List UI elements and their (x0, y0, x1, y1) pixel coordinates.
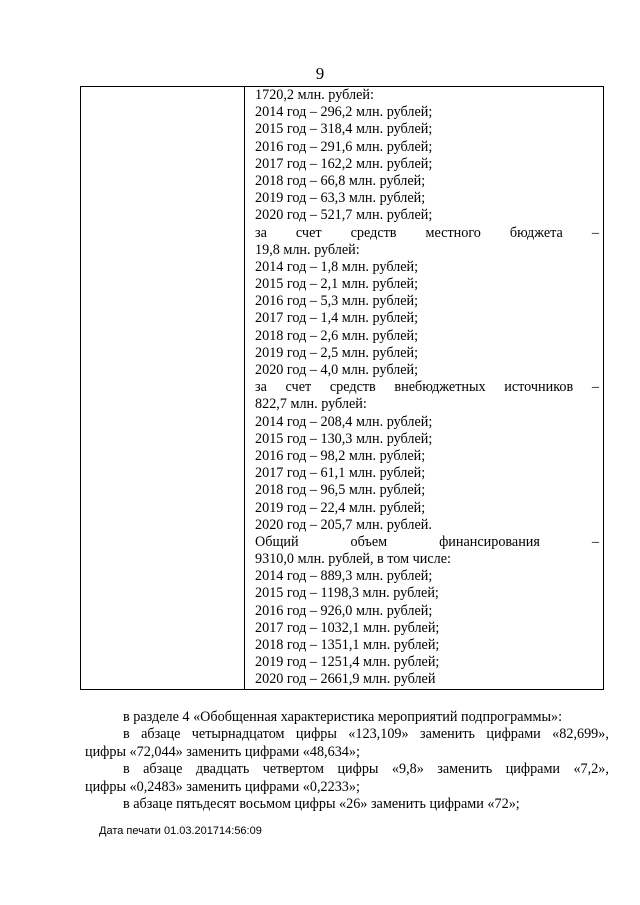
amendment-line: цифры «0,2483» заменить цифрами «0,2233»; (85, 778, 360, 795)
funding-line: 2018 год – 2,6 млн. рублей; (255, 327, 419, 344)
word: за (255, 379, 267, 396)
funding-line: 2016 год – 926,0 млн. рублей; (255, 602, 433, 619)
funding-line: 2017 год – 61,1 млн. рублей; (255, 465, 426, 482)
funding-line: 2015 год – 130,3 млн. рублей; (255, 430, 433, 447)
funding-line: 2018 год – 96,5 млн. рублей; (255, 482, 426, 499)
funding-line: 2018 год – 1351,1 млн. рублей; (255, 637, 440, 653)
amendment-line: цифры «72,044» заменить цифрами «48,634»; (85, 743, 360, 760)
funding-line: 2019 год – 1251,4 млн. рублей; (255, 654, 440, 671)
funding-line: 2014 год – 889,3 млн. рублей; (255, 568, 433, 585)
word: – (591, 533, 599, 550)
funding-line: 2017 год – 162,2 млн. рублей; (255, 155, 433, 172)
word: Общий (255, 533, 299, 550)
word: четвертом (262, 761, 325, 778)
funding-line: 2014 год – 208,4 млн. рублей; (255, 413, 433, 430)
word: «82,699», (552, 726, 609, 743)
funding-line: 9310,0 млн. рублей, в том числе: (255, 551, 451, 568)
funding-line: 2018 год – 66,8 млн. рублей; (255, 172, 426, 189)
funding-line: 2019 год – 22,4 млн. рублей; (255, 499, 426, 516)
word: абзаце (141, 726, 181, 743)
page-number: 9 (315, 64, 325, 83)
amendment-line: в абзаце пятьдесят восьмом цифры «26» заменить цифрами «72»; (123, 796, 520, 813)
funding-line: 822,7 млн. рублей: (255, 396, 367, 413)
word: четырнадцатом (191, 726, 285, 743)
funding-line: 2015 год – 2,1 млн. рублей; (255, 276, 419, 293)
word: в (123, 761, 130, 778)
word: – (591, 379, 599, 396)
funding-line: 2015 год – 318,4 млн. рублей; (255, 121, 433, 138)
column-divider (244, 87, 245, 689)
word: цифрами (486, 726, 541, 743)
word: финансирования (439, 533, 540, 550)
funding-line: 2016 год – 98,2 млн. рублей; (255, 447, 426, 464)
amendment-line (85, 761, 609, 778)
word: двадцать (195, 761, 250, 778)
funding-line: 2016 год – 291,6 млн. рублей; (255, 138, 433, 155)
word: счет (295, 224, 322, 241)
word: «123,109» (348, 726, 409, 743)
funding-line: 2016 год – 5,3 млн. рублей; (255, 293, 419, 310)
word: «7,2», (573, 761, 609, 778)
word: в (123, 726, 130, 743)
word: – (591, 224, 599, 241)
word: средств (329, 379, 376, 396)
word: источников (504, 379, 574, 396)
word: счет (285, 379, 312, 396)
funding-line: 2020 год – 521,7 млн. рублей; (255, 207, 433, 224)
funding-line: 2019 год – 2,5 млн. рублей; (255, 344, 419, 361)
funding-line: 2020 год – 2661,9 млн. рублей (255, 671, 436, 688)
print-date: Дата печати 01.03.201714:56:09 (99, 825, 262, 837)
word: цифры (337, 761, 379, 778)
word: объем (350, 533, 388, 550)
funding-line: 2017 год – 1,4 млн. рублей; (255, 310, 419, 327)
word: средств (350, 224, 397, 241)
word: цифрами (505, 761, 561, 778)
word: местного (425, 224, 481, 241)
funding-line: 2020 год – 205,7 млн. рублей. (255, 516, 432, 533)
word: абзаце (143, 761, 183, 778)
word: заменить (419, 726, 476, 743)
funding-line: 19,8 млн. рублей: (255, 241, 360, 258)
word: цифры (295, 726, 337, 743)
funding-heading-line (255, 225, 599, 242)
word: «9,8» (391, 761, 424, 778)
funding-heading-line (255, 534, 599, 551)
funding-heading-line (255, 379, 599, 396)
funding-line: 2014 год – 296,2 млн. рублей; (255, 104, 433, 121)
funding-details-cell (255, 87, 599, 689)
funding-line: 2015 год – 1198,3 млн. рублей; (255, 585, 439, 602)
word: заменить (437, 761, 493, 778)
funding-line: 2020 год – 4,0 млн. рублей; (255, 362, 419, 378)
program-table (80, 86, 604, 690)
amendments-text (85, 709, 609, 813)
funding-line: 1720,2 млн. рублей: (255, 87, 374, 103)
funding-line: 2017 год – 1032,1 млн. рублей; (255, 619, 440, 636)
funding-line: 2019 год – 63,3 млн. рублей; (255, 190, 426, 207)
amendment-line: в разделе 4 «Обобщенная характеристика мероприятий подпрограммы»: (123, 709, 563, 725)
amendment-line (85, 726, 609, 743)
funding-line: 2014 год – 1,8 млн. рублей; (255, 258, 419, 275)
word: внебюджетных (394, 379, 486, 396)
word: бюджета (509, 224, 563, 241)
word: за (255, 224, 267, 241)
